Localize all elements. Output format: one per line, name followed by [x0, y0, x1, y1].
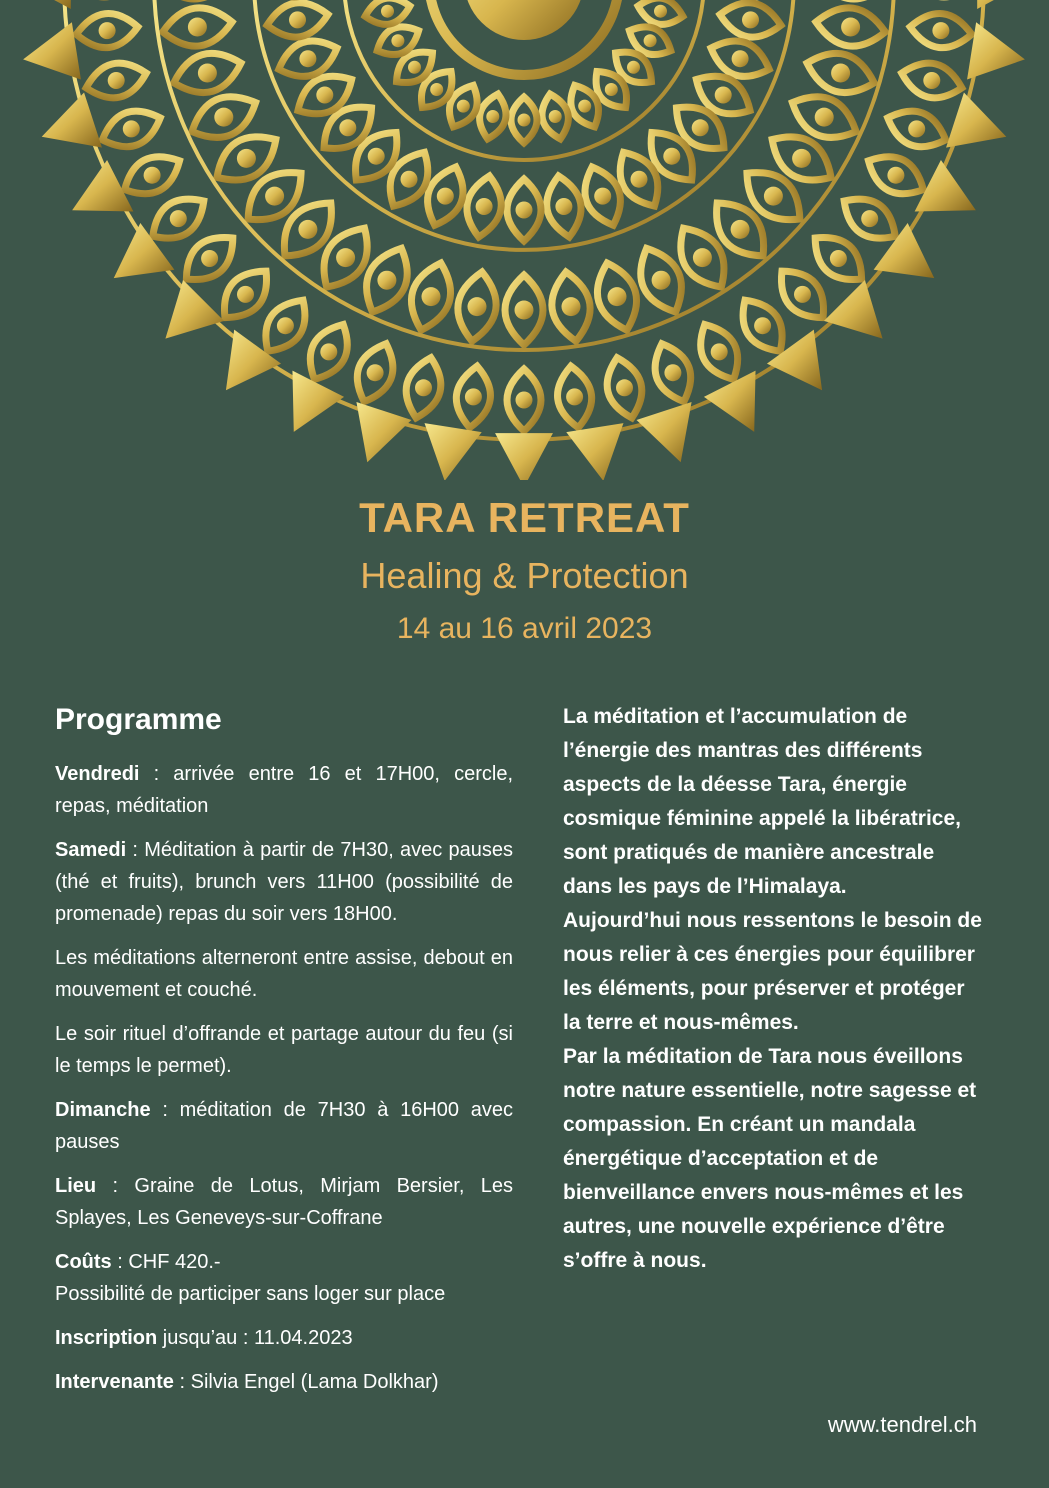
- lieu-item: [55, 1170, 513, 1234]
- website-link[interactable]: www.tendrel.ch: [827, 1412, 977, 1437]
- event-title: TARA RETREAT: [359, 494, 690, 541]
- vendredi-text: : arrivée entre 16 et 17H00, cercle, repas, méditation: [55, 763, 513, 817]
- inscription-item: [55, 1322, 513, 1354]
- event-subtitle: Healing & Protection: [360, 555, 689, 596]
- description-column: [563, 700, 983, 1278]
- vendredi-label: Vendredi: [55, 763, 140, 785]
- couts-label: Coûts: [55, 1251, 112, 1273]
- intervenante-text: : Silvia Engel (Lama Dolkhar): [173, 1371, 439, 1393]
- lieu-label: Lieu: [55, 1175, 97, 1197]
- programme-column: [55, 700, 513, 1410]
- meditations-note: Les méditations alterneront entre assise, debout en mouvement et couché.: [55, 947, 513, 1001]
- intervenante-item: [55, 1366, 513, 1398]
- intervenante-label: Intervenante: [55, 1371, 174, 1393]
- dimanche-item: [55, 1094, 513, 1158]
- description-paragraph-1: La méditation et l’accumulation de l’énergie des mantras des différents aspects de la déesse Tara, énergie cosmique féminine appelé la libératrice, sont pratiqués de manière ancestrale dans les pays de l’Himalaya.: [563, 705, 961, 898]
- mandala-illustration: [0, 0, 1049, 480]
- title-block: [0, 490, 1049, 654]
- soir-note: Le soir rituel d’offrande et partage autour du feu (si le temps le permet).: [55, 1023, 513, 1077]
- samedi-label: Samedi: [55, 839, 127, 861]
- event-dates: 14 au 16 avril 2023: [396, 612, 653, 645]
- couts-note: Possibilité de participer sans loger sur place: [55, 1283, 446, 1305]
- description-paragraph-2: Aujourd’hui nous ressentons le besoin de nous relier à ces énergies pour équilibrer les éléments, pour préserver et protéger la terre et nous-mêmes.: [563, 909, 982, 1034]
- couts-item: [55, 1246, 513, 1310]
- inscription-label: Inscription: [55, 1327, 158, 1349]
- description-paragraph-3: Par la méditation de Tara nous éveillons notre nature essentielle, notre sagesse et compassion. En créant un mandala énergétique d’acceptation et de bienveillance envers nous-mêmes et les autres, une nouvelle expérience d’être s’offre à nous.: [563, 1045, 977, 1272]
- programme-heading: Programme: [55, 703, 222, 736]
- inscription-text: jusqu’au : 11.04.2023: [157, 1327, 353, 1349]
- samedi-item: [55, 834, 513, 930]
- lieu-text: : Graine de Lotus, Mirjam Bersier, Les Splayes, Les Geneveys-sur-Coffrane: [55, 1175, 513, 1229]
- couts-text: : CHF 420.-: [111, 1251, 221, 1273]
- samedi-text: : Méditation à partir de 7H30, avec pauses (thé et fruits), brunch vers 11H00 (possibilité de promenade) repas du soir vers 18H00.: [55, 839, 513, 925]
- dimanche-text: : méditation de 7H30 à 16H00 avec pauses: [55, 1099, 513, 1153]
- vendredi-item: [55, 758, 513, 822]
- dimanche-label: Dimanche: [55, 1099, 151, 1121]
